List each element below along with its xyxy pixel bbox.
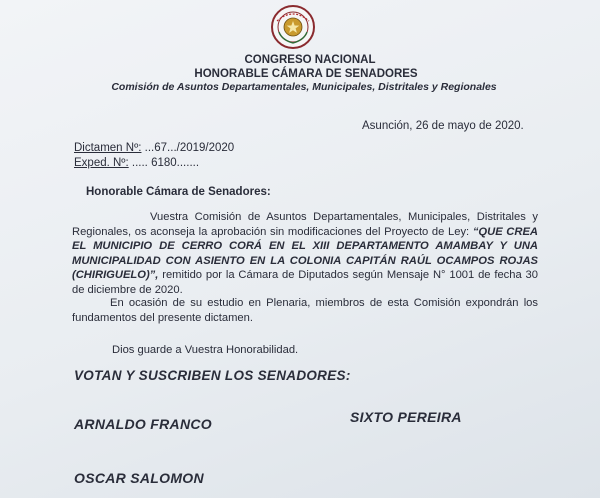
congress-title: CONGRESO NACIONAL [244, 54, 376, 66]
dictamen-value: ...67.../2019/2020 [144, 142, 235, 154]
law-title: “QUE CREA EL MUNICIPIO DE CERRO CORÁ EN EL XIII DEPARTAMENTO AMAMBAY Y UNA MUNICIPALIDAD CON ASIENTO EN LA COLONIA CAPITÁN RAÚL OCAMPOS ROJAS (CHIRIGUELO)”, [72, 225, 538, 282]
exped-line [74, 157, 199, 169]
senator-name: SIXTO PEREIRA [350, 409, 462, 425]
paragraph-main [72, 210, 538, 298]
chamber-title: HONORABLE CÁMARA DE SENADORES [194, 68, 418, 80]
votan-heading: VOTAN Y SUSCRIBEN LOS SENADORES: [74, 368, 351, 383]
dictamen-line [74, 142, 234, 154]
document-date: Asunción, 26 de mayo de 2020. [362, 120, 524, 132]
senator-name: ARNALDO FRANCO [74, 416, 212, 432]
seal-icon [270, 4, 316, 50]
exped-value: ..... 6180....... [131, 157, 200, 169]
paragraph-plenary: En ocasión de su estudio en Plenaria, miembros de esta Comisión expondrán los fundamentos del presente dictamen. [72, 297, 538, 324]
closing-line: Dios guarde a Vuestra Honorabilidad. [112, 344, 299, 356]
paragraph-intro: Vuestra Comisión de Asuntos Departamentales, Municipales, Distritales y Regionales, os aconseja la aprobación sin modificaciones del Proyecto de Ley: [72, 211, 538, 238]
exped-label: Exped. Nº: [74, 157, 129, 169]
senator-name: OSCAR SALOMON [74, 470, 204, 486]
dictamen-label: Dictamen Nº: [74, 142, 142, 154]
salutation: Honorable Cámara de Senadores: [86, 186, 271, 198]
paragraph-rest: remitido por la Cámara de Diputados según Mensaje N° 1001 de fecha 30 de diciembre de 2020. [72, 269, 538, 296]
commission-title: Comisión de Asuntos Departamentales, Municipales, Distritales y Regionales [111, 81, 497, 93]
